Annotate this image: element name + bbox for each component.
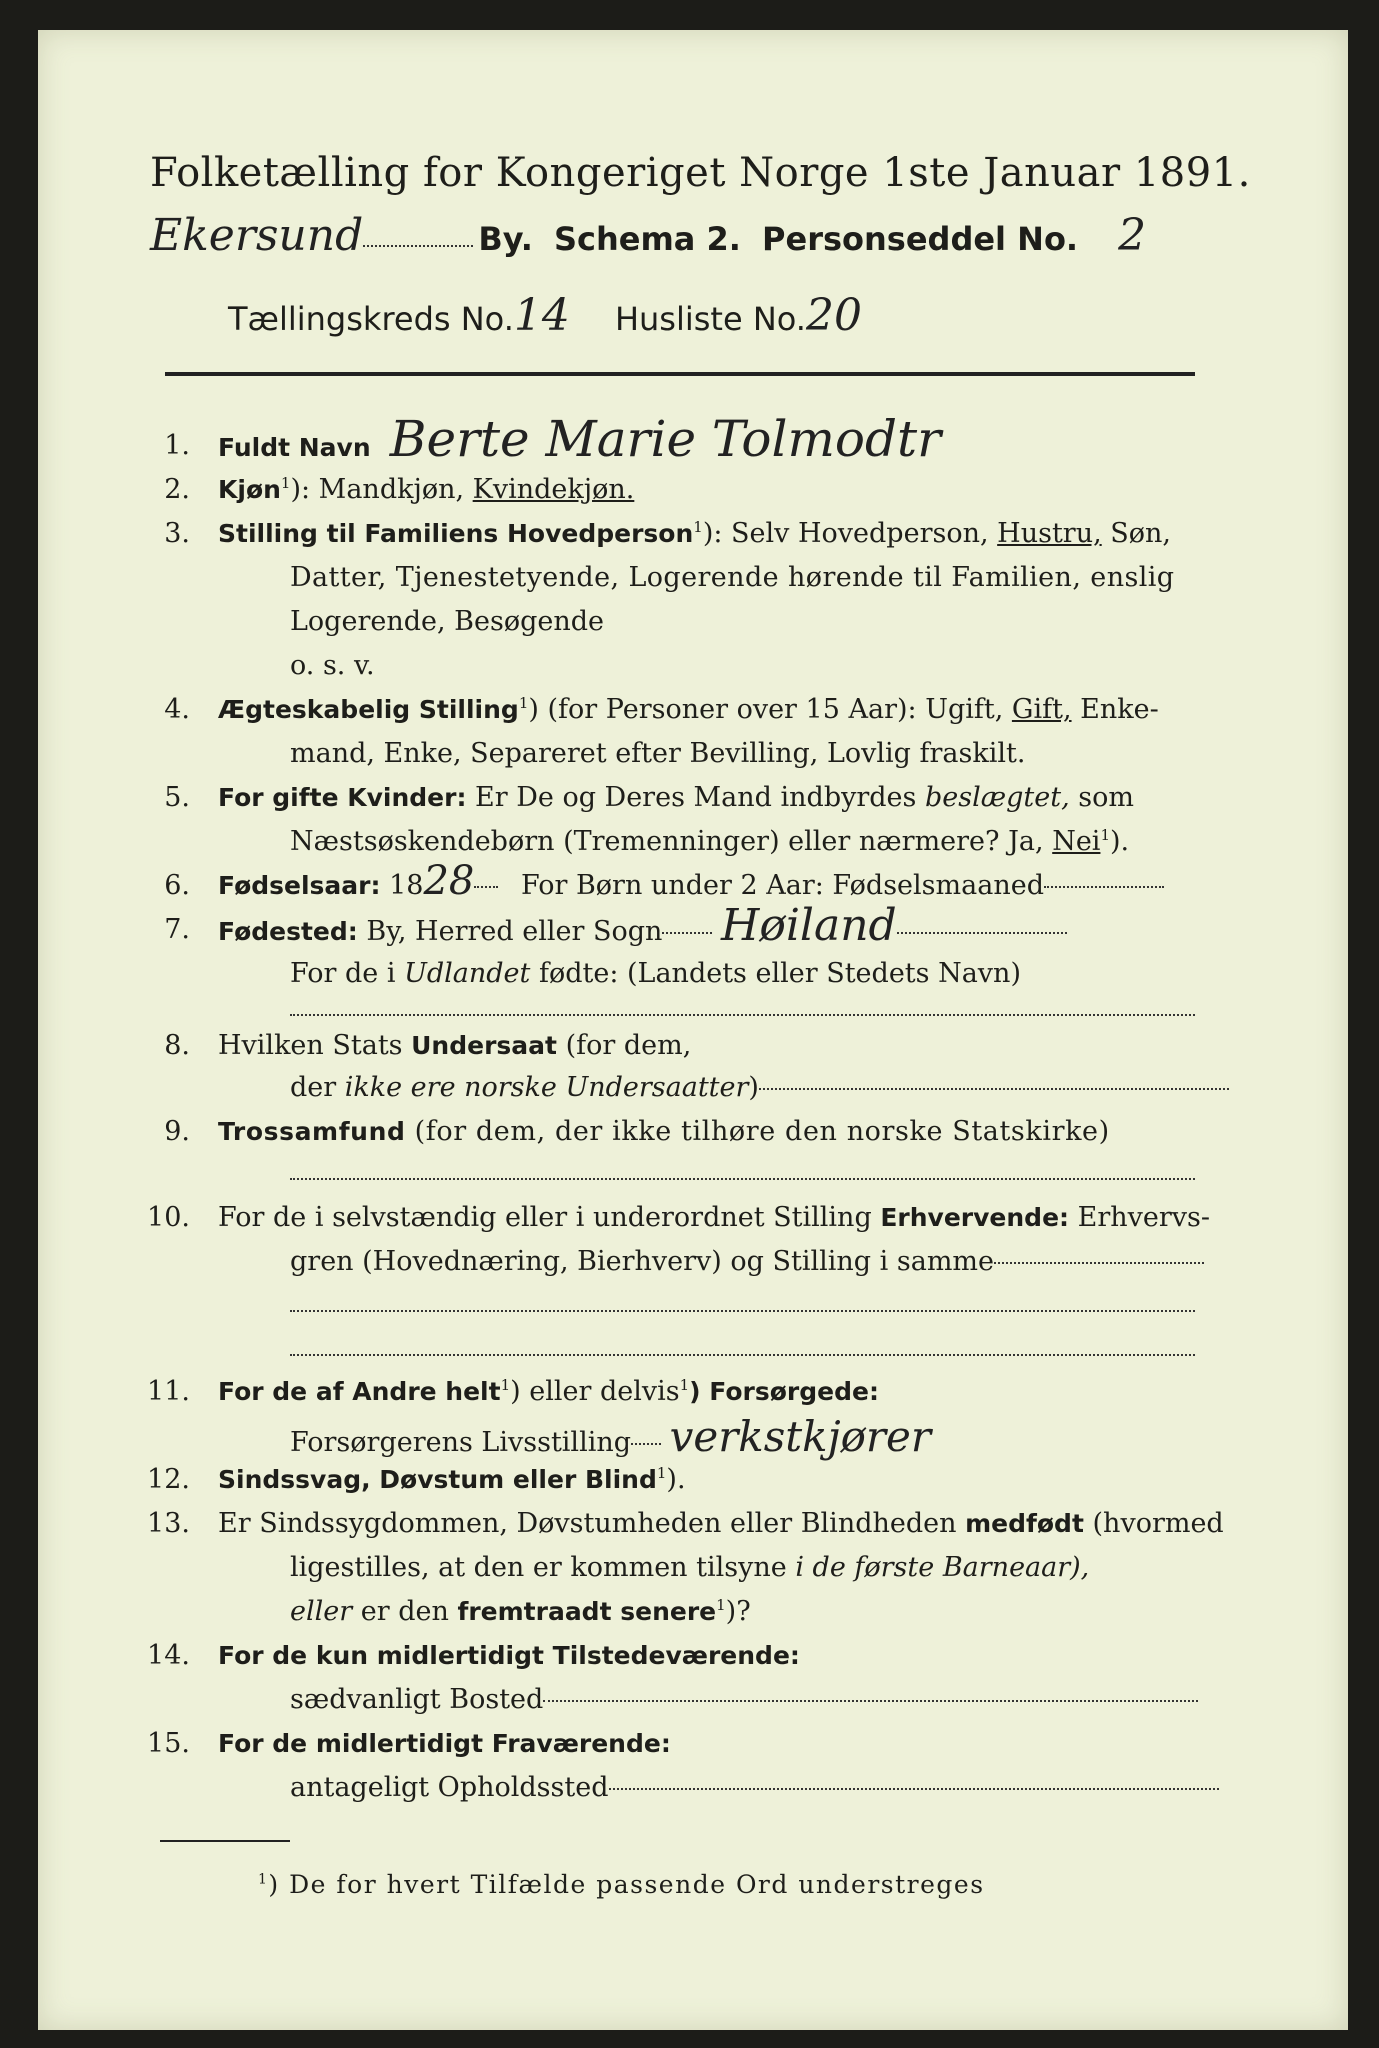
item-8-line-2: der ikke ere norske Undersaatter) xyxy=(290,1072,1229,1103)
item-5-line-2: Næstsøskendebørn (Tremenninger) eller nærmere? Ja, Nei$^1$). xyxy=(290,826,1130,857)
item-11-label: For de af Andre helt xyxy=(218,1377,501,1406)
item-6-line: Fødselsaar: 1828 For Børn under 2 Aar: Fødselsmaaned xyxy=(218,858,1164,904)
city-handwritten: Ekersund xyxy=(150,210,364,261)
item-13-number: 13. xyxy=(147,1508,190,1539)
item-1-label: Fuldt Navn xyxy=(218,433,371,462)
item-8-line: Hvilken Stats Undersaat (for dem, xyxy=(218,1030,692,1061)
kreds-number: 14 xyxy=(513,290,570,341)
item-3-number: 3. xyxy=(164,518,190,549)
item-3-label: Stilling til Familiens Hovedperson xyxy=(218,519,694,548)
item-9-line: Trossamfund (for dem, der ikke tilhøre den norske Statskirke) xyxy=(218,1116,1110,1147)
item-4-line-2: mand, Enke, Separeret efter Bevilling, Lovlig fraskilt. xyxy=(290,738,1026,769)
item-11-line-2: Forsørgerens Livsstilling verkstkjører xyxy=(290,1412,931,1461)
personseddel-label: Personseddel No. xyxy=(762,220,1079,258)
form-title: Folketælling for Kongeriget Norge 1ste Januar 1891. xyxy=(150,150,1251,196)
item-10-blank-line-1 xyxy=(290,1310,1195,1312)
footnote-rule xyxy=(160,1840,290,1842)
footnote: $^1$) De for hvert Tilfælde passende Ord understreges xyxy=(258,1870,985,1899)
item-10-line-2: gren (Hovednæring, Bierhverv) og Stilling i samme xyxy=(290,1246,1204,1277)
item-15-line-2: antageligt Opholdssted xyxy=(290,1772,1219,1803)
provider-occupation-value: verkstkjører xyxy=(669,1412,931,1461)
husliste-number: 20 xyxy=(805,290,862,341)
item-15-number: 15. xyxy=(147,1728,190,1759)
item-9-label: Trossamfund xyxy=(218,1117,406,1146)
item-4-line: Ægteskabelig Stilling$^1$) (for Personer over 15 Aar): Ugift, Gift, Enke- xyxy=(218,694,1159,725)
item-10-blank-line-2 xyxy=(290,1354,1195,1356)
item-3-line-3: Logerende, Besøgende xyxy=(290,606,604,637)
item-2-number: 2. xyxy=(164,474,190,505)
item-7-number: 7. xyxy=(164,914,190,945)
item-7-line: Fødested: By, Herred eller Sogn Høiland xyxy=(218,900,1067,951)
item-4-number: 4. xyxy=(164,694,190,725)
item-9-number: 9. xyxy=(164,1116,190,1147)
item-10-number: 10. xyxy=(147,1202,190,1233)
by-label: By. xyxy=(478,220,533,258)
item-11-line: For de af Andre helt$^1$) eller delvis$^1$) Forsørgede: xyxy=(218,1376,879,1407)
item-13-line: Er Sindssygdommen, Døvstumheden eller Blindheden medfødt (hvormed xyxy=(218,1508,1224,1539)
item-13-line-2: ligestilles, at den er kommen tilsyne i de første Barneaar), xyxy=(290,1552,1090,1583)
header-rule xyxy=(165,372,1195,376)
birth-year-value: 28 xyxy=(423,858,475,904)
gift-underlined: Gift, xyxy=(1011,694,1072,725)
item-12-number: 12. xyxy=(147,1464,190,1495)
item-3-line: Stilling til Familiens Hovedperson$^1$): Selv Hovedperson, Hustru, Søn, xyxy=(218,518,1172,549)
item-13-label: medfødt xyxy=(965,1509,1084,1538)
header-line-1 xyxy=(150,210,1146,261)
full-name-value: Berte Marie Tolmodtr xyxy=(389,410,942,468)
item-14-line xyxy=(218,1640,800,1671)
kvindekjon-underlined: Kvindekjøn. xyxy=(472,474,635,505)
item-10-line: For de i selvstændig eller i underordnet Stilling Erhvervende: Erhvervs- xyxy=(218,1202,1211,1233)
schema-label: Schema 2. xyxy=(553,220,741,258)
item-5-line: For gifte Kvinder: Er De og Deres Mand indbyrdes beslægtet, som xyxy=(218,782,1134,813)
personseddel-number: 2 xyxy=(1118,210,1147,261)
birthplace-value: Høiland xyxy=(720,900,897,951)
item-3-line-2: Datter, Tjenestetyende, Logerende hørende til Familien, enslig xyxy=(290,562,1175,593)
item-7-line-2: For de i Udlandet fødte: (Landets eller Stedets Navn) xyxy=(290,958,1021,989)
item-3-line-4: o. s. v. xyxy=(290,650,375,681)
item-4-label: Ægteskabelig Stilling xyxy=(218,695,519,724)
item-14-label: For de kun midlertidigt Tilstedeværende: xyxy=(218,1641,800,1670)
item-8-number: 8. xyxy=(164,1030,190,1061)
item-7-label: Fødested: xyxy=(218,917,358,946)
item-5-label: For gifte Kvinder: xyxy=(218,783,467,812)
item-1-line xyxy=(218,410,941,468)
item-8-label: Undersaat xyxy=(411,1031,557,1060)
hustru-underlined: Hustru, xyxy=(997,518,1102,549)
item-11-number: 11. xyxy=(147,1376,190,1407)
item-12-label: Sindssvag, Døvstum eller Blind xyxy=(218,1465,657,1494)
item-14-line-2: sædvanligt Bosted xyxy=(290,1684,1198,1715)
item-12-line: Sindssvag, Døvstum eller Blind$^1$). xyxy=(218,1464,686,1495)
kreds-label: Tællingskreds No. xyxy=(228,300,514,338)
item-2-line: Kjøn$^1$): Mandkjøn, Kvindekjøn. xyxy=(218,474,635,505)
item-5-number: 5. xyxy=(164,782,190,813)
item-14-number: 14. xyxy=(147,1640,190,1671)
header-line-2 xyxy=(228,290,862,341)
item-15-label: For de midlertidigt Fraværende: xyxy=(218,1729,671,1758)
husliste-label: Husliste No. xyxy=(614,300,806,338)
item-7-blank-line xyxy=(290,1014,1195,1016)
item-6-label: Fødselsaar: xyxy=(218,871,381,900)
item-2-label: Kjøn xyxy=(218,475,281,504)
item-13-line-3: eller er den fremtraadt senere$^1$)? xyxy=(290,1596,751,1627)
item-15-line xyxy=(218,1728,671,1759)
nei-underlined: Nei xyxy=(1052,826,1101,857)
item-1-number: 1. xyxy=(164,430,190,461)
item-6-number: 6. xyxy=(164,870,190,901)
item-10-label: Erhvervende: xyxy=(880,1203,1070,1232)
item-9-blank-line xyxy=(290,1178,1195,1180)
